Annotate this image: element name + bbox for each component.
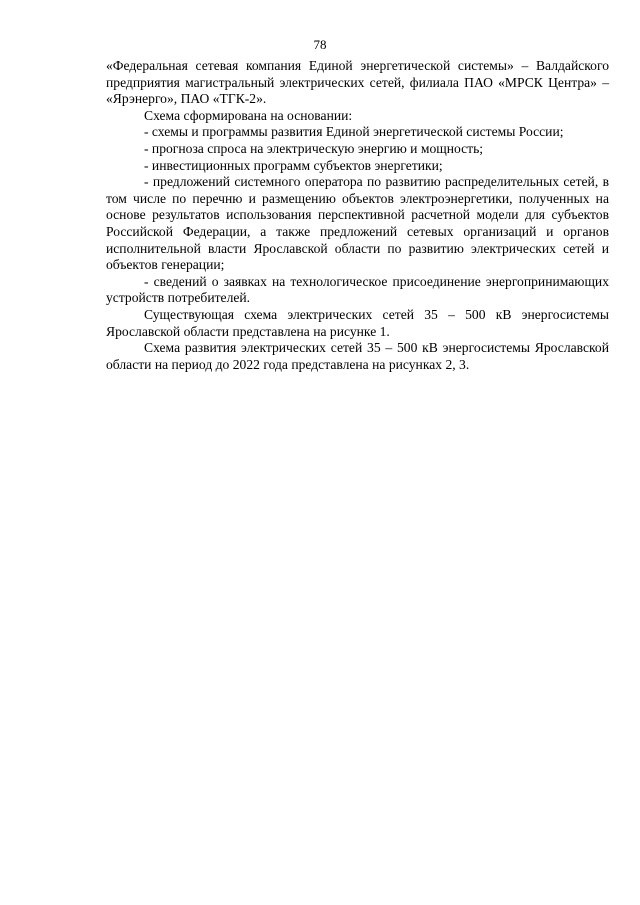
page-number: 78 [313,37,327,52]
paragraph-basis-intro: Схема сформирована на основании: [144,107,353,123]
list-item-investment-programs: - инвестиционных программ субъектов энергетики; [144,157,443,173]
list-item-system-operator-proposals: - предложений системного оператора по развитию распределительных сетей, в том числе по перечню и размещению объектов электроэнергетики, полученных на основе результатов использования перспективной расчетной модели для субъектов Российской Федерации, а также предложений сетевых организаций и органов исполнительной власти Ярославской области по развитию электрических сетей и объектов генерации; [106,174,609,273]
document-body [106,58,609,373]
paragraph-existing-scheme: Существующая схема электрических сетей 35 – 500 кВ энергосистемы Ярославской области представлена на рисунке 1. [106,306,609,339]
list-item-demand-forecast: - прогноза спроса на электрическую энергию и мощность; [144,140,484,156]
paragraph-development-scheme: Схема развития электрических сетей 35 – 500 кВ энергосистемы Ярославской области на период до 2022 года представлена на рисунках 2, 3. [106,340,609,372]
list-item-connection-requests: - сведений о заявках на технологическое присоединение энергопринимающих устройств потребителей. [106,273,609,306]
paragraph-continuation: «Федеральная сетевая компания Единой энергетической системы» – Валдайского предприятия магистральный электрических сетей, филиала ПАО «МРСК Центра» – «Ярэнерго», ПАО «ТГК-2». [106,58,609,107]
list-item-ues-program: - схемы и программы развития Единой энергетической системы России; [144,124,564,140]
